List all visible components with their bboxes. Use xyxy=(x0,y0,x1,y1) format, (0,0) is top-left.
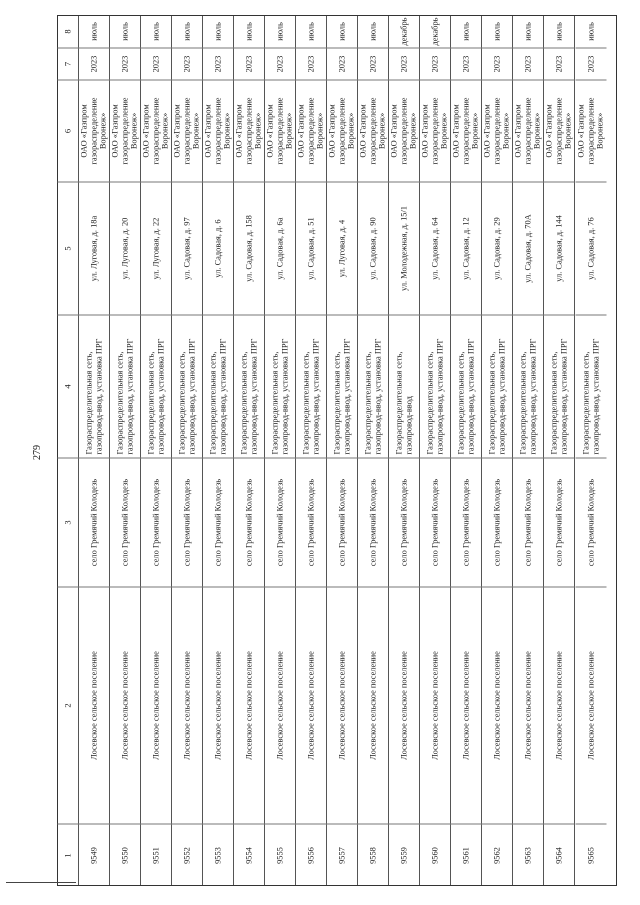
cell-num: 9561 xyxy=(451,823,482,886)
cell-year: 2023 xyxy=(575,47,606,79)
cell-month: июль xyxy=(89,21,99,41)
cell-org: ОАО «Газпром газораспределение Воронеж» xyxy=(420,79,451,181)
cell-year: 2023 xyxy=(327,47,358,79)
cell-settlement: Лосевское сельское поселение xyxy=(389,586,420,823)
table-row xyxy=(141,16,172,885)
table-row xyxy=(389,16,420,885)
cell-locality: село Гремячий Колодезь xyxy=(358,457,389,586)
cell-year: 2023 xyxy=(203,47,234,79)
cell-settlement: Лосевское сельское поселение xyxy=(234,586,265,823)
cell-object: Газораспределительная сеть, газопровод-ввод, установка ПРГ xyxy=(575,314,606,457)
cell-year: 2023 xyxy=(482,47,513,79)
cell-object: Газораспределительная сеть, газопровод-ввод, установка ПРГ xyxy=(234,314,265,457)
cell-object: Газораспределительная сеть, газопровод-ввод, установка ПРГ xyxy=(420,314,451,457)
cell-org: ОАО «Газпром газораспределение Воронеж» xyxy=(172,79,203,181)
cell-year: 2023 xyxy=(265,47,296,79)
table-row xyxy=(544,16,575,885)
cell-object: Газораспределительная сеть, газопровод-ввод, установка ПРГ xyxy=(141,314,172,457)
table-row xyxy=(203,16,234,885)
cell-org: ОАО «Газпром газораспределение Воронеж» xyxy=(234,79,265,181)
header-cell: 2 xyxy=(58,586,79,823)
header-cell: 6 xyxy=(58,79,79,181)
cell-object: Газораспределительная сеть, газопровод-ввод, установка ПРГ xyxy=(172,314,203,457)
cell-year: 2023 xyxy=(141,47,172,79)
cell-object: Газораспределительная сеть, газопровод-ввод, установка ПРГ xyxy=(79,314,110,457)
table-row xyxy=(79,16,110,885)
cell-locality: село Гремячий Колодезь xyxy=(575,457,606,586)
cell-address: ул. Садовая, д. 6а xyxy=(265,181,296,314)
cell-month: декабрь xyxy=(399,17,409,45)
cell-num: 9565 xyxy=(575,823,606,886)
table-row xyxy=(513,16,544,885)
table-row xyxy=(110,16,141,885)
cell-num: 9556 xyxy=(296,823,327,886)
cell-settlement: Лосевское сельское поселение xyxy=(172,586,203,823)
cell-num: 9560 xyxy=(420,823,451,886)
cell-address: ул. Садовая, д. 70А xyxy=(513,181,544,314)
cell-org: ОАО «Газпром газораспределение Воронеж» xyxy=(575,79,606,181)
cell-settlement: Лосевское сельское поселение xyxy=(265,586,296,823)
cell-month: июль xyxy=(523,21,533,41)
data-table xyxy=(57,15,617,886)
cell-address: ул. Луговая, д. 18а xyxy=(79,181,110,314)
cell-year: 2023 xyxy=(79,47,110,79)
cell-object: Газораспределительная сеть, газопровод-ввод, установка ПРГ xyxy=(451,314,482,457)
cell-org: ОАО «Газпром газораспределение Воронеж» xyxy=(327,79,358,181)
header-cell: 5 xyxy=(58,181,79,314)
cell-org: ОАО «Газпром газораспределение Воронеж» xyxy=(203,79,234,181)
table-row xyxy=(296,16,327,885)
cell-address: ул. Луговая, д. 20 xyxy=(110,181,141,314)
cell-org: ОАО «Газпром газораспределение Воронеж» xyxy=(544,79,575,181)
cell-settlement: Лосевское сельское поселение xyxy=(203,586,234,823)
table-row xyxy=(482,16,513,885)
cell-address: ул. Садовая, д. 64 xyxy=(420,181,451,314)
cell-locality: село Гремячий Колодезь xyxy=(420,457,451,586)
table-row xyxy=(265,16,296,885)
cell-locality: село Гремячий Колодезь xyxy=(141,457,172,586)
cell-num: 9564 xyxy=(544,823,575,886)
header-cell: 7 xyxy=(58,47,79,79)
cell-locality: село Гремячий Колодезь xyxy=(327,457,358,586)
cell-settlement: Лосевское сельское поселение xyxy=(575,586,606,823)
header-cell: 1 xyxy=(58,823,79,886)
cell-org: ОАО «Газпром газораспределение Воронеж» xyxy=(265,79,296,181)
cell-num: 9553 xyxy=(203,823,234,886)
cell-address: ул. Молодежная, д. 15/1 xyxy=(389,181,420,314)
cell-object: Газораспределительная сеть, газопровод-ввод, установка ПРГ xyxy=(265,314,296,457)
cell-month: декабрь xyxy=(430,17,440,45)
cell-year: 2023 xyxy=(544,47,575,79)
cell-year: 2023 xyxy=(358,47,389,79)
cell-year: 2023 xyxy=(389,47,420,79)
cell-org: ОАО «Газпром газораспределение Воронеж» xyxy=(358,79,389,181)
cell-num: 9549 xyxy=(79,823,110,886)
header-cell: 4 xyxy=(58,314,79,457)
cell-num: 9551 xyxy=(141,823,172,886)
cell-address: ул. Садовая, д. 144 xyxy=(544,181,575,314)
cell-locality: село Гремячий Колодезь xyxy=(296,457,327,586)
cell-org: ОАО «Газпром газораспределение Воронеж» xyxy=(296,79,327,181)
cell-settlement: Лосевское сельское поселение xyxy=(141,586,172,823)
cell-locality: село Гремячий Колодезь xyxy=(172,457,203,586)
cell-org: ОАО «Газпром газораспределение Воронеж» xyxy=(79,79,110,181)
cell-address: ул. Садовая, д. 29 xyxy=(482,181,513,314)
cell-object: Газораспределительная сеть, газопровод-ввод, установка ПРГ xyxy=(544,314,575,457)
cell-month: июль xyxy=(182,21,192,41)
cell-settlement: Лосевское сельское поселение xyxy=(296,586,327,823)
cell-locality: село Гремячий Колодезь xyxy=(234,457,265,586)
table-row xyxy=(358,16,389,885)
cell-month: июль xyxy=(213,21,223,41)
page-number xyxy=(27,440,47,464)
cell-org: ОАО «Газпром газораспределение Воронеж» xyxy=(110,79,141,181)
table-header-row xyxy=(58,16,79,885)
cell-num: 9562 xyxy=(482,823,513,886)
cell-org: ОАО «Газпром газораспределение Воронеж» xyxy=(482,79,513,181)
cell-year: 2023 xyxy=(296,47,327,79)
cell-locality: село Гремячий Колодезь xyxy=(265,457,296,586)
cell-object: Газораспределительная сеть, газопровод-ввод, установка ПРГ xyxy=(482,314,513,457)
cell-num: 9555 xyxy=(265,823,296,886)
table-row xyxy=(172,16,203,885)
cell-settlement: Лосевское сельское поселение xyxy=(79,586,110,823)
cell-month: июль xyxy=(120,21,130,41)
cell-settlement: Лосевское сельское поселение xyxy=(358,586,389,823)
cell-num: 9559 xyxy=(389,823,420,886)
table-row xyxy=(575,16,606,885)
cell-address: ул. Садовая, д. 97 xyxy=(172,181,203,314)
cell-year: 2023 xyxy=(420,47,451,79)
cell-address: ул. Садовая, д. 6 xyxy=(203,181,234,314)
cell-locality: село Гремячий Колодезь xyxy=(389,457,420,586)
cell-address: ул. Садовая, д. 51 xyxy=(296,181,327,314)
header-cell: 8 xyxy=(62,28,73,34)
cell-address: ул. Садовая, д. 90 xyxy=(358,181,389,314)
cell-num: 9557 xyxy=(327,823,358,886)
table-row xyxy=(451,16,482,885)
header-cell: 3 xyxy=(58,457,79,586)
cell-locality: село Гремячий Колодезь xyxy=(451,457,482,586)
cell-settlement: Лосевское сельское поселение xyxy=(420,586,451,823)
cell-settlement: Лосевское сельское поселение xyxy=(482,586,513,823)
cell-num: 9550 xyxy=(110,823,141,886)
cell-num: 9552 xyxy=(172,823,203,886)
cell-org: ОАО «Газпром газораспределение Воронеж» xyxy=(451,79,482,181)
cell-month: июль xyxy=(461,21,471,41)
cell-object: Газораспределительная сеть, газопровод-ввод, установка ПРГ xyxy=(327,314,358,457)
page-number-text: 279 xyxy=(31,444,43,460)
cell-month: июль xyxy=(492,21,502,41)
footer-rule xyxy=(6,882,76,883)
cell-object: Газораспределительная сеть, газопровод-ввод, установка ПРГ xyxy=(296,314,327,457)
cell-year: 2023 xyxy=(451,47,482,79)
cell-num: 9558 xyxy=(358,823,389,886)
cell-year: 2023 xyxy=(513,47,544,79)
cell-month: июль xyxy=(337,21,347,41)
cell-locality: село Гремячий Колодезь xyxy=(79,457,110,586)
cell-object: Газораспределительная сеть, газопровод-ввод, установка ПРГ xyxy=(358,314,389,457)
cell-num: 9554 xyxy=(234,823,265,886)
cell-object: Газораспределительная сеть, газопровод-ввод, установка ПРГ xyxy=(513,314,544,457)
cell-month: июль xyxy=(244,21,254,41)
cell-org: ОАО «Газпром газораспределение Воронеж» xyxy=(513,79,544,181)
cell-month: июль xyxy=(585,21,595,41)
cell-object: Газораспределительная сеть, газопровод-ввод xyxy=(389,314,420,457)
cell-object: Газораспределительная сеть, газопровод-ввод, установка ПРГ xyxy=(203,314,234,457)
cell-year: 2023 xyxy=(110,47,141,79)
table-row xyxy=(234,16,265,885)
cell-address: ул. Садовая, д. 12 xyxy=(451,181,482,314)
cell-settlement: Лосевское сельское поселение xyxy=(327,586,358,823)
cell-month: июль xyxy=(151,21,161,41)
cell-locality: село Гремячий Колодезь xyxy=(203,457,234,586)
cell-locality: село Гремячий Колодезь xyxy=(482,457,513,586)
cell-locality: село Гремячий Колодезь xyxy=(513,457,544,586)
cell-month: июль xyxy=(368,21,378,41)
cell-month: июль xyxy=(306,21,316,41)
cell-settlement: Лосевское сельское поселение xyxy=(451,586,482,823)
table-row xyxy=(327,16,358,885)
cell-object: Газораспределительная сеть, газопровод-ввод, установка ПРГ xyxy=(110,314,141,457)
cell-locality: село Гремячий Колодезь xyxy=(110,457,141,586)
cell-year: 2023 xyxy=(172,47,203,79)
cell-month: июль xyxy=(275,21,285,41)
cell-org: ОАО «Газпром газораспределение Воронеж» xyxy=(389,79,420,181)
cell-year: 2023 xyxy=(234,47,265,79)
cell-locality: село Гремячий Колодезь xyxy=(544,457,575,586)
cell-org: ОАО «Газпром газораспределение Воронеж» xyxy=(141,79,172,181)
cell-address: ул. Садовая, д. 76 xyxy=(575,181,606,314)
table-row xyxy=(420,16,451,885)
cell-address: ул. Луговая, д. 4 xyxy=(327,181,358,314)
cell-month: июль xyxy=(554,21,564,41)
cell-settlement: Лосевское сельское поселение xyxy=(513,586,544,823)
cell-address: ул. Садовая, д. 158 xyxy=(234,181,265,314)
cell-num: 9563 xyxy=(513,823,544,886)
cell-address: ул. Луговая, д. 22 xyxy=(141,181,172,314)
cell-settlement: Лосевское сельское поселение xyxy=(544,586,575,823)
cell-settlement: Лосевское сельское поселение xyxy=(110,586,141,823)
